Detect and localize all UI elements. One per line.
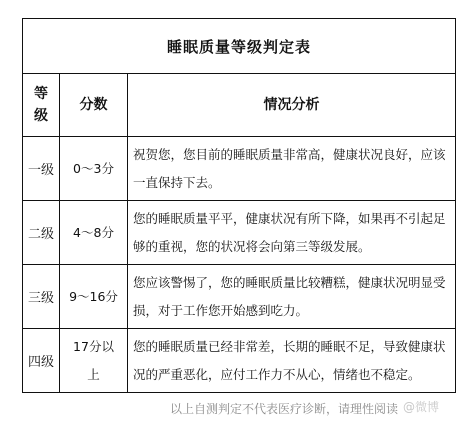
table-row — [23, 201, 456, 265]
score-cell — [60, 329, 128, 393]
score-cell: 0～3分 — [60, 137, 128, 201]
table-row — [23, 329, 456, 393]
grade-cell: 三级 — [23, 265, 60, 329]
header-analysis: 情况分析 — [128, 74, 456, 137]
grade-cell: 一级 — [23, 137, 60, 201]
table-row — [23, 137, 456, 201]
header-grade-label: 等级 — [34, 86, 48, 124]
table-row — [23, 265, 456, 329]
description-cell: 您应该警惕了，您的睡眠质量比较糟糕，健康状况明显受损，对于工作您开始感到吃力。 — [128, 265, 456, 329]
score-text: 17分以上 — [73, 338, 114, 382]
header-score: 分数 — [60, 74, 128, 137]
grade-cell: 四级 — [23, 329, 60, 393]
score-text: 9～16分 — [69, 288, 118, 304]
table-title-row — [23, 19, 456, 74]
description-cell: 祝贺您，您目前的睡眠质量非常高，健康状况良好，应该一直保持下去。 — [128, 137, 456, 201]
disclaimer-note: 以上自测判定不代表医疗诊断，请理性阅读 — [170, 402, 399, 416]
score-cell: 4～8分 — [60, 201, 128, 265]
table-title: 睡眠质量等级判定表 — [23, 19, 456, 74]
sleep-quality-table — [22, 18, 456, 393]
description-cell: 您的睡眠质量平平，健康状况有所下降，如果再不引起足够的重视，您的状况将会向第三等级发展。 — [128, 201, 456, 265]
table-header-row — [23, 74, 456, 137]
watermark: @微博 — [403, 400, 440, 414]
header-grade — [23, 74, 60, 137]
grade-cell: 二级 — [23, 201, 60, 265]
score-cell — [60, 265, 128, 329]
description-cell: 您的睡眠质量已经非常差，长期的睡眠不足，导致健康状况的严重恶化，应付工作力不从心，情绪也不稳定。 — [128, 329, 456, 393]
